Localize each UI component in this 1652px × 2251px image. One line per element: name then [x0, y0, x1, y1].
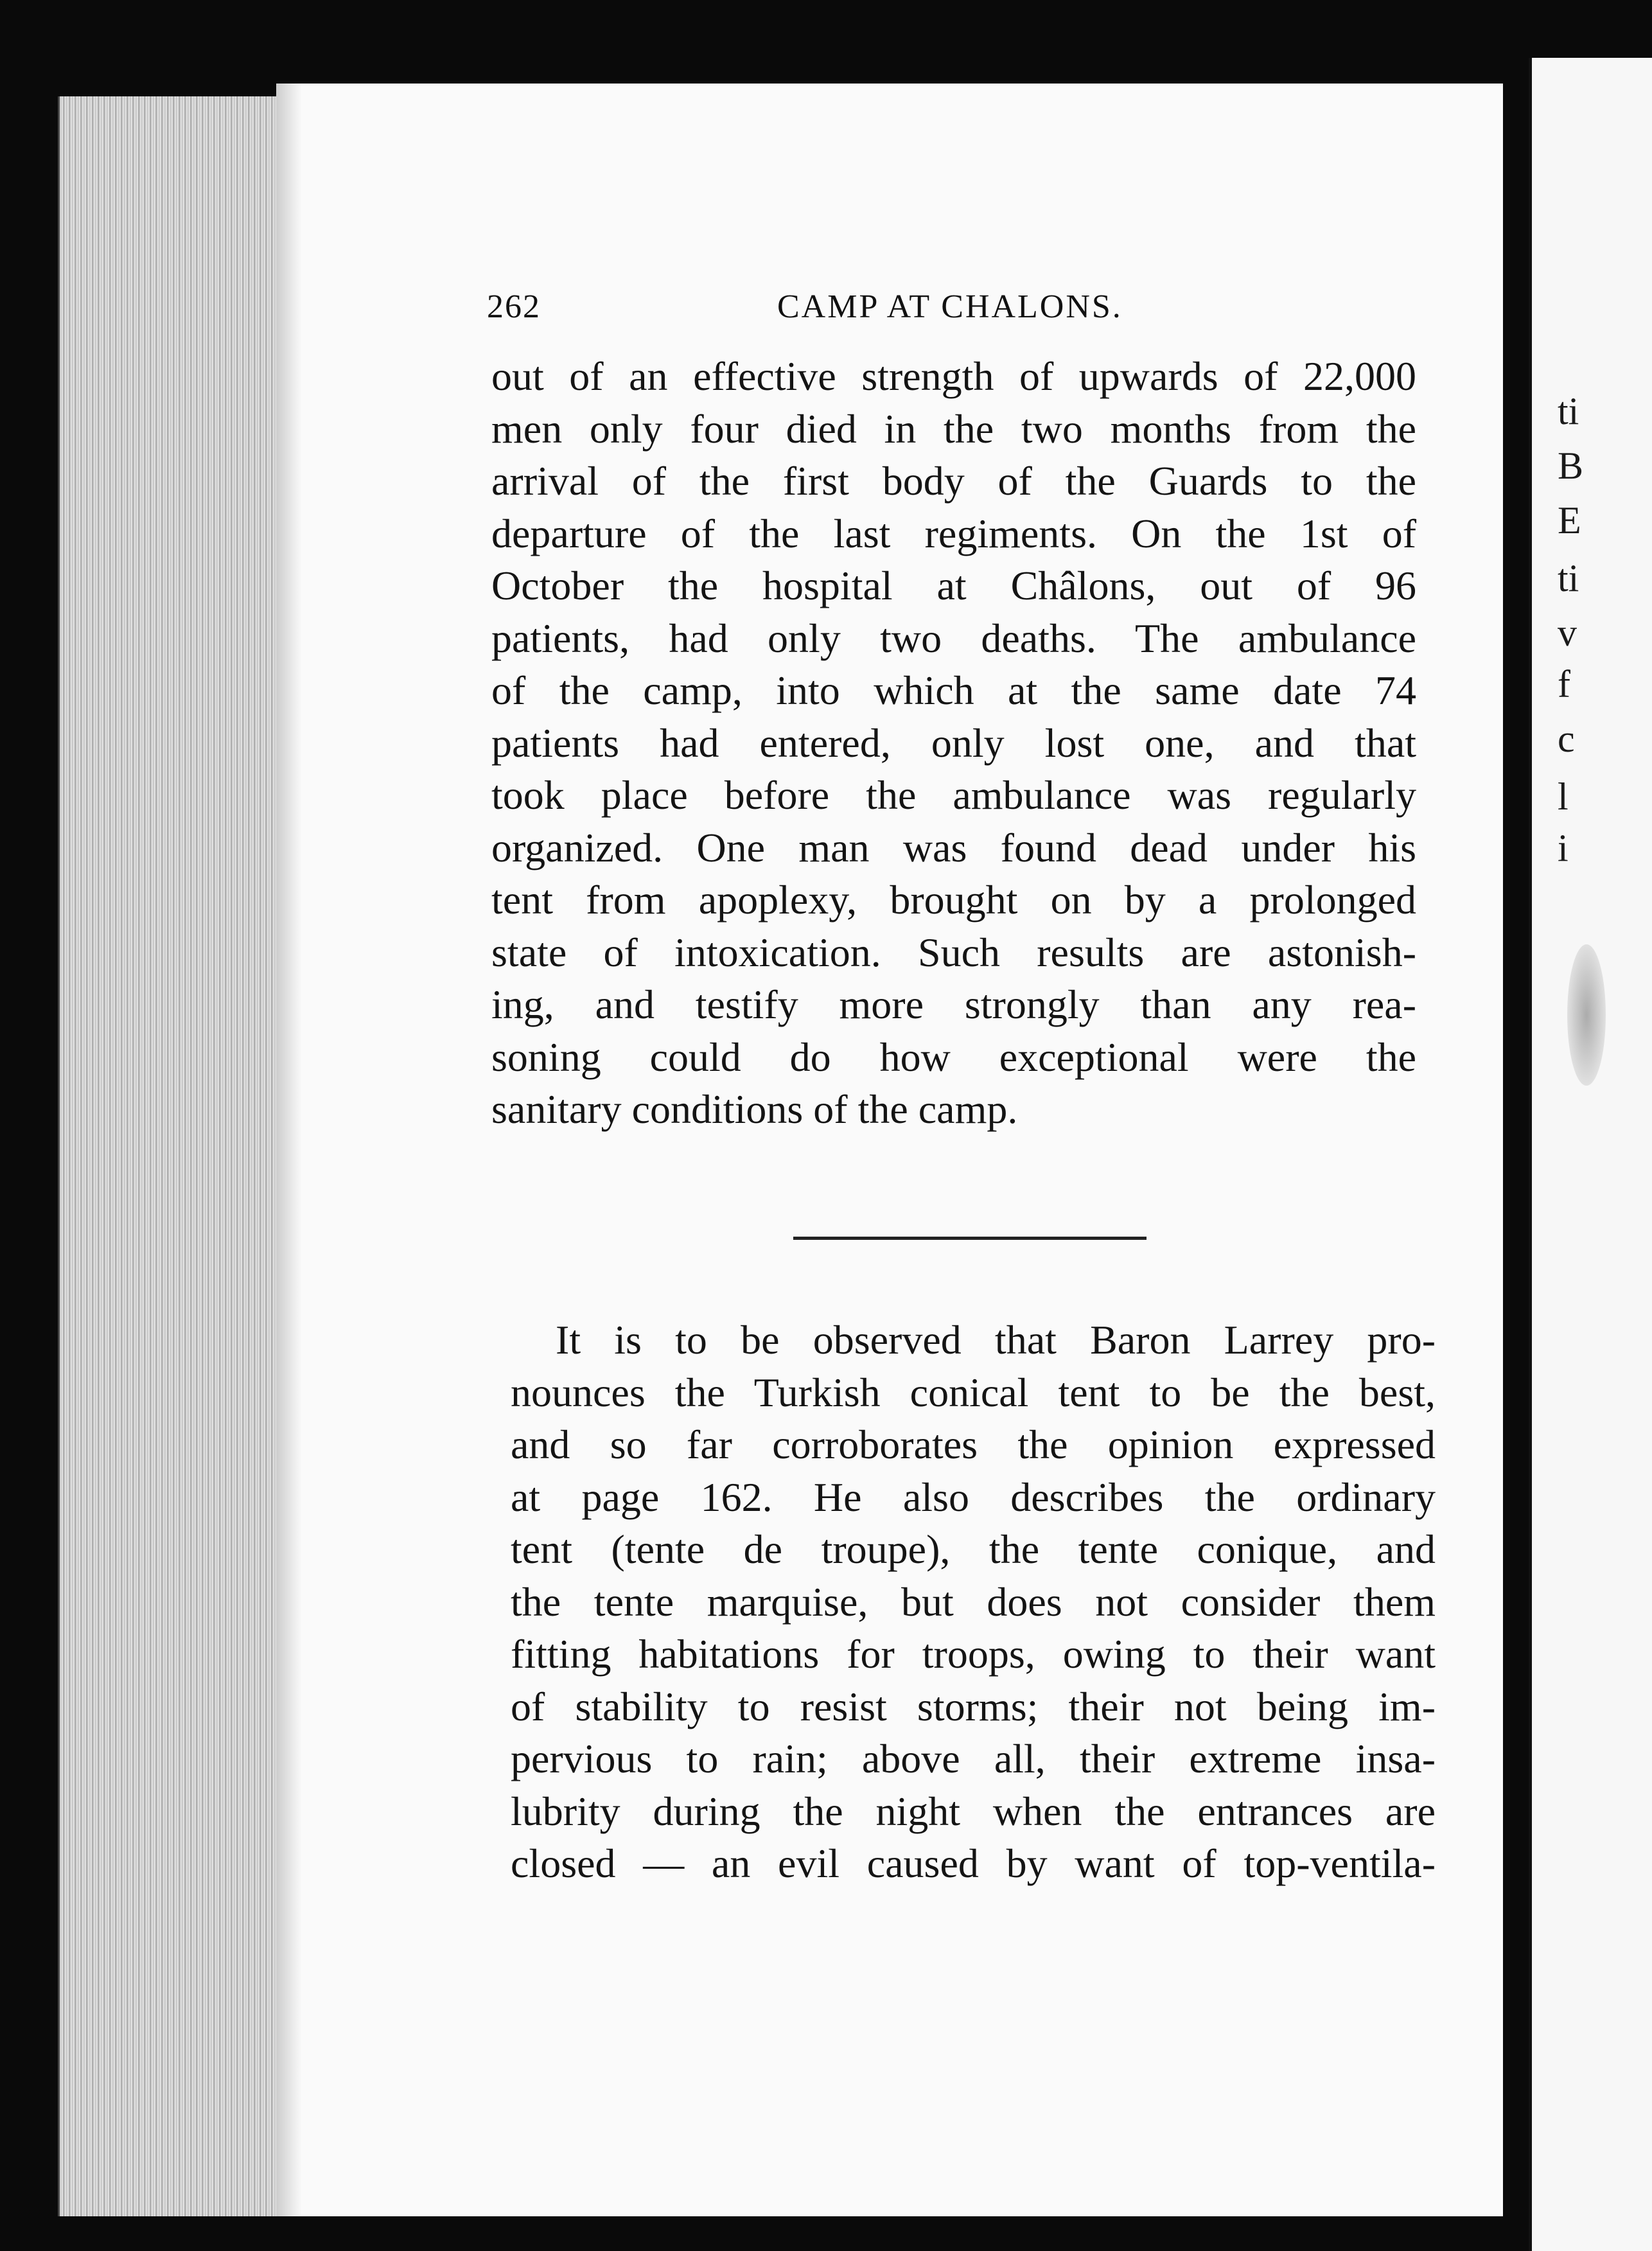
text-line: patients had entered, only lost one, and that	[491, 719, 1416, 766]
page-stack-edge	[58, 96, 285, 2216]
text-line: arrival of the first body of the Guards to the	[491, 458, 1416, 504]
text-line: patients, had only two deaths. The ambulance	[491, 615, 1416, 661]
text-line: fitting habitations for troops, owing to their want	[511, 1631, 1436, 1677]
ink-smudge	[1567, 944, 1606, 1086]
text-line: October the hospital at Châlons, out of 96	[491, 563, 1416, 608]
facing-page-fragment: ti	[1558, 390, 1579, 432]
facing-page-fragment: i	[1558, 827, 1569, 869]
text-line: state of intoxication. Such results are astonish-	[491, 929, 1416, 975]
running-title: CAMP AT CHALONS.	[777, 288, 1123, 325]
text-line: took place before the ambulance was regularly	[491, 772, 1416, 818]
text-line: sanitary conditions of the camp.	[491, 1086, 1018, 1132]
text-line: tent from apoplexy, brought on by a prolonged	[491, 877, 1416, 922]
text-line: lubrity during the night when the entrances are	[511, 1788, 1436, 1834]
text-line: at page 162. He also describes the ordinary	[511, 1474, 1436, 1520]
text-line: organized. One man was found dead under his	[491, 824, 1416, 870]
facing-page-fragment: E	[1558, 499, 1581, 542]
text-line: out of an effective strength of upwards of 22,000	[491, 353, 1416, 399]
text-line: ing, and testify more strongly than any rea-	[491, 982, 1416, 1027]
gutter-shadow	[276, 84, 302, 2216]
facing-page-edge	[1529, 58, 1652, 2251]
facing-page-fragment: v	[1558, 612, 1577, 654]
facing-page-fragment: ti	[1558, 557, 1579, 599]
text-line: soning could do how exceptional were the	[491, 1034, 1416, 1080]
section-divider-rule	[793, 1237, 1147, 1240]
paragraph-1	[491, 350, 1416, 1136]
text-line: of stability to resist storms; their not being im-	[511, 1683, 1436, 1729]
text-line: and so far corroborates the opinion expressed	[511, 1422, 1436, 1467]
text-line: the tente marquise, but does not consider them	[511, 1578, 1436, 1625]
facing-page-fragment: c	[1558, 718, 1575, 760]
text-line: pervious to rain; above all, their extreme insa-	[511, 1736, 1436, 1781]
text-line: nounces the Turkish conical tent to be the best,	[511, 1369, 1436, 1415]
facing-page-fragment: f	[1558, 663, 1570, 705]
page-number: 262	[487, 288, 541, 325]
text-line: men only four died in the two months from the	[491, 405, 1416, 452]
facing-page-fragment: l	[1558, 775, 1569, 818]
text-line: of the camp, into which at the same date 74	[491, 667, 1416, 713]
paragraph-2	[511, 1314, 1436, 1890]
text-line: tent (tente de troupe), the tente conique, and	[511, 1526, 1436, 1572]
facing-page-fragment: B	[1558, 445, 1584, 487]
text-line: It is to be observed that Baron Larrey pro-	[556, 1317, 1436, 1363]
text-line: departure of the last regiments. On the 1st of	[491, 510, 1416, 556]
text-line: closed — an evil caused by want of top-ventila-	[511, 1841, 1436, 1886]
